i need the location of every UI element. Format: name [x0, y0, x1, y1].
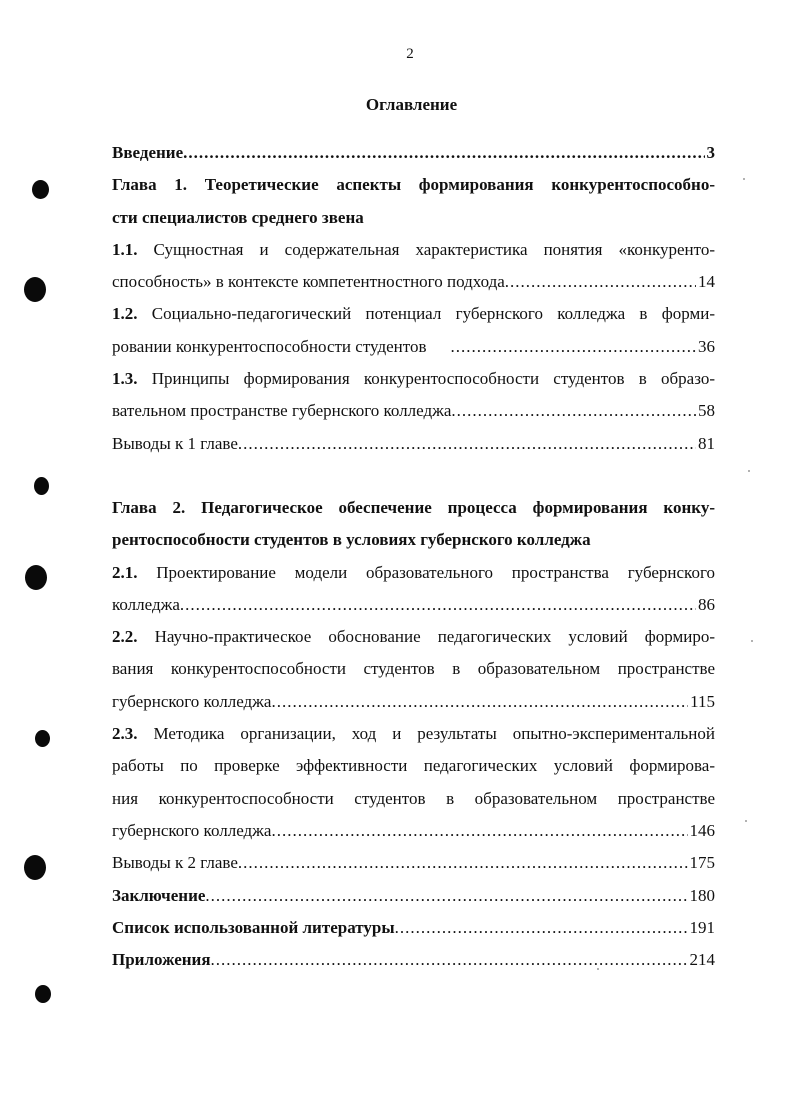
- toc-page-number: 81: [698, 433, 715, 453]
- section-title-line: Социально-педагогический потенциал губернского колледжа в форми-: [151, 304, 715, 324]
- section-title-line: Принципы формирования конкурентоспособности студентов в образо-: [151, 369, 715, 389]
- punch-hole: [24, 855, 46, 880]
- toc-entry-label: Список использованной литературы: [112, 917, 395, 937]
- section-title-line: губернского колледжа: [112, 691, 272, 711]
- toc-page-number: 175: [689, 853, 715, 873]
- section-title-line: ровании конкурентоспособности студентов: [112, 336, 427, 356]
- toc-entry-conclusions-2[interactable]: [112, 847, 715, 879]
- toc-page-number: 191: [689, 917, 715, 937]
- toc-entry-conclusions-1[interactable]: [112, 428, 715, 460]
- section-number: 2.1.: [112, 562, 138, 582]
- toc-page-number: 115: [690, 691, 715, 711]
- toc-entry-label: Приложения: [112, 950, 211, 970]
- punch-hole: [25, 565, 47, 590]
- section-title-line: Сущностная и содержательная характеристика понятия «конкуренто-: [153, 239, 715, 259]
- toc-entry-2-2[interactable]: [112, 621, 715, 718]
- leader-dots: [271, 815, 687, 847]
- toc-page-number: 14: [698, 272, 715, 292]
- toc-entry-2-1[interactable]: [112, 557, 715, 622]
- toc-entry-1-3[interactable]: [112, 363, 715, 428]
- chapter-heading-line: Глава 1. Теоретические аспекты формирования конкурентоспособно-: [112, 175, 715, 195]
- leader-dots: [450, 331, 696, 363]
- toc-page-number: 180: [689, 885, 715, 905]
- section-title-line: губернского колледжа: [112, 820, 272, 840]
- leader-dots: [395, 912, 688, 944]
- section-title-line: Методика организации, ход и результаты опытно-экспериментальной: [153, 724, 715, 744]
- section-title-line: ния конкурентоспособности студентов в образовательном пространстве: [112, 788, 715, 808]
- toc-entry-intro[interactable]: [112, 137, 715, 169]
- section-number: 2.3.: [112, 724, 138, 744]
- toc-entry-1-2[interactable]: [112, 298, 715, 363]
- chapter-heading-line: Глава 2. Педагогическое обеспечение процесса формирования конку-: [112, 497, 715, 517]
- section-title-line: Научно-практическое обоснование педагогических условий формиро-: [154, 627, 716, 647]
- leader-dots: [238, 428, 696, 460]
- section-number: 1.1.: [112, 239, 138, 259]
- leader-dots: [451, 395, 696, 427]
- toc-entry-label: Заключение: [112, 885, 206, 905]
- page-title: Оглавление: [365, 95, 458, 114]
- section-title-line: колледжа: [112, 594, 180, 614]
- toc-chapter-1[interactable]: [112, 169, 715, 234]
- scan-speck: [748, 470, 750, 472]
- toc-page-number: 214: [689, 950, 715, 970]
- leader-dots: [183, 137, 704, 169]
- toc-entry-label: Выводы к 2 главе: [112, 853, 238, 873]
- scan-speck: [597, 968, 599, 970]
- toc-entry-label: Выводы к 1 главе: [112, 433, 238, 453]
- section-number: 2.2.: [112, 627, 138, 647]
- toc-entry-label: Введение: [112, 143, 184, 162]
- punch-hole: [34, 477, 49, 495]
- toc-entry-references[interactable]: [112, 912, 715, 944]
- leader-dots: [205, 880, 687, 912]
- toc-chapter-2[interactable]: [112, 492, 715, 557]
- scan-speck: [743, 178, 745, 180]
- punch-hole: [24, 277, 46, 302]
- section-title-line: вания конкурентоспособности студентов в образовательном пространстве: [112, 659, 715, 679]
- section-title-line: работы по проверке эффективности педагогических условий формирова-: [112, 756, 715, 776]
- table-of-contents: [112, 137, 715, 976]
- punch-hole: [35, 730, 50, 747]
- toc-entry-1-1[interactable]: [112, 234, 715, 299]
- leader-dots: [271, 686, 688, 718]
- toc-entry-appendix[interactable]: [112, 944, 715, 976]
- page-number: 2: [406, 46, 414, 62]
- section-number: 1.2.: [112, 304, 138, 324]
- leader-dots: [211, 944, 688, 976]
- toc-page-number: 36: [698, 336, 715, 356]
- leader-dots: [505, 266, 696, 298]
- section-title-line: Проектирование модели образовательного пространства губернского: [156, 562, 716, 582]
- toc-entry-2-3[interactable]: [112, 718, 715, 847]
- section-title-line: вательном пространстве губернского колледжа: [112, 401, 452, 421]
- section-number: 1.3.: [112, 369, 138, 389]
- leader-dots: [238, 847, 688, 879]
- toc-page-number: 58: [698, 401, 715, 421]
- section-title-line: способность» в контексте компетентностного подхода: [112, 272, 505, 292]
- toc-entry-conclusion[interactable]: [112, 880, 715, 912]
- punch-hole: [35, 985, 51, 1003]
- toc-page-number: 3: [706, 143, 715, 162]
- spacer: [112, 460, 715, 492]
- toc-page-number: 86: [698, 594, 715, 614]
- punch-hole: [32, 180, 49, 199]
- chapter-heading-line: рентоспособности студентов в условиях губернского колледжа: [112, 530, 591, 550]
- toc-page-number: 146: [689, 820, 715, 840]
- chapter-heading-line: сти специалистов среднего звена: [112, 207, 364, 227]
- scan-speck: [751, 640, 753, 642]
- leader-dots: [180, 589, 696, 621]
- scan-speck: [745, 820, 747, 822]
